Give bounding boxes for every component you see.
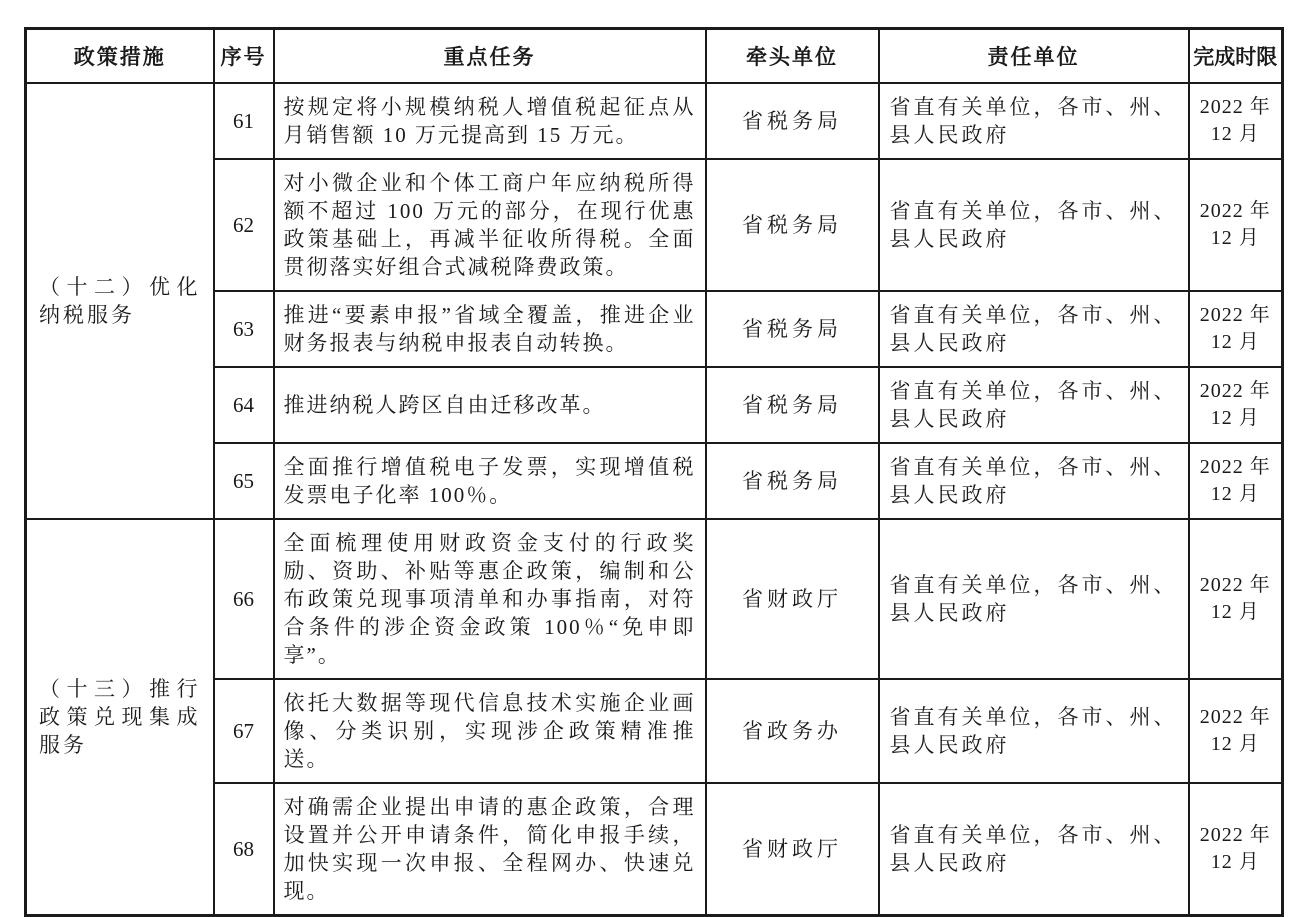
table-row <box>26 83 1283 159</box>
table-row <box>26 291 1283 367</box>
key-task-cell: 依托大数据等现代信息技术实施企业画像、分类识别，实现涉企政策精准推送。 <box>274 679 706 783</box>
deadline-line: 12 月 <box>1210 407 1260 429</box>
deadline-cell <box>1189 367 1283 443</box>
lead-unit-cell: 省税务局 <box>706 443 879 519</box>
key-task-cell: 推进“要素申报”省域全覆盖，推进企业财务报表与纳税申报表自动转换。 <box>274 291 706 367</box>
deadline-line: 12 月 <box>1210 331 1260 353</box>
key-task-cell: 全面梳理使用财政资金支付的行政奖励、资助、补贴等惠企政策，编制和公布政策兑现事项清单和办事指南，对符合条件的涉企资金政策 100％“免申即享”。 <box>274 519 706 679</box>
policy-measure-cell: （十三）推行政策兑现集成服务 <box>26 519 214 916</box>
deadline-line: 12 月 <box>1210 851 1260 873</box>
header-cell-policy-measure: 政策措施 <box>26 29 214 84</box>
deadline-line: 12 月 <box>1210 733 1260 755</box>
deadline-cell <box>1189 443 1283 519</box>
header-cell-key-task: 重点任务 <box>274 29 706 84</box>
table-row <box>26 783 1283 916</box>
lead-unit-cell: 省税务局 <box>706 291 879 367</box>
deadline-line: 2022 年 <box>1199 824 1271 846</box>
responsible-unit-cell: 省直有关单位，各市、州、县人民政府 <box>879 783 1189 916</box>
header-cell-responsible-unit: 责任单位 <box>879 29 1189 84</box>
deadline-line: 12 月 <box>1210 601 1260 623</box>
lead-unit-cell: 省财政厅 <box>706 783 879 916</box>
deadline-cell <box>1189 83 1283 159</box>
policy-task-table <box>24 27 1284 917</box>
responsible-unit-cell: 省直有关单位，各市、州、县人民政府 <box>879 679 1189 783</box>
responsible-unit-cell: 省直有关单位，各市、州、县人民政府 <box>879 159 1189 291</box>
deadline-line: 12 月 <box>1210 483 1260 505</box>
lead-unit-cell: 省税务局 <box>706 367 879 443</box>
seq-no-cell: 68 <box>214 783 274 916</box>
header-cell-deadline: 完成时限 <box>1189 29 1283 84</box>
seq-no-cell: 66 <box>214 519 274 679</box>
header-cell-lead-unit: 牵头单位 <box>706 29 879 84</box>
seq-no-cell: 64 <box>214 367 274 443</box>
deadline-line: 2022 年 <box>1199 456 1271 478</box>
key-task-cell: 按规定将小规模纳税人增值税起征点从月销售额 10 万元提高到 15 万元。 <box>274 83 706 159</box>
lead-unit-cell: 省税务局 <box>706 159 879 291</box>
responsible-unit-cell: 省直有关单位，各市、州、县人民政府 <box>879 519 1189 679</box>
responsible-unit-cell: 省直有关单位，各市、州、县人民政府 <box>879 367 1189 443</box>
deadline-cell <box>1189 159 1283 291</box>
deadline-line: 2022 年 <box>1199 380 1271 402</box>
responsible-unit-cell: 省直有关单位，各市、州、县人民政府 <box>879 83 1189 159</box>
seq-no-cell: 63 <box>214 291 274 367</box>
lead-unit-cell: 省税务局 <box>706 83 879 159</box>
lead-unit-cell: 省政务办 <box>706 679 879 783</box>
deadline-line: 2022 年 <box>1199 200 1271 222</box>
table-row <box>26 519 1283 679</box>
policy-measure-cell: （十二）优化纳税服务 <box>26 83 214 519</box>
deadline-line: 12 月 <box>1210 227 1260 249</box>
seq-no-cell: 65 <box>214 443 274 519</box>
deadline-line: 2022 年 <box>1199 96 1271 118</box>
table-row <box>26 443 1283 519</box>
deadline-cell <box>1189 519 1283 679</box>
seq-no-cell: 67 <box>214 679 274 783</box>
deadline-line: 2022 年 <box>1199 574 1271 596</box>
deadline-line: 12 月 <box>1210 123 1260 145</box>
deadline-cell <box>1189 679 1283 783</box>
table-row <box>26 159 1283 291</box>
seq-no-cell: 62 <box>214 159 274 291</box>
deadline-line: 2022 年 <box>1199 706 1271 728</box>
key-task-cell: 推进纳税人跨区自由迁移改革。 <box>274 367 706 443</box>
header-row <box>26 29 1283 84</box>
deadline-cell <box>1189 783 1283 916</box>
key-task-cell: 对确需企业提出申请的惠企政策，合理设置并公开申请条件，简化申报手续，加快实现一次申报、全程网办、快速兑现。 <box>274 783 706 916</box>
table-row <box>26 367 1283 443</box>
deadline-cell <box>1189 291 1283 367</box>
lead-unit-cell: 省财政厅 <box>706 519 879 679</box>
key-task-cell: 全面推行增值税电子发票，实现增值税发票电子化率 100％。 <box>274 443 706 519</box>
key-task-cell: 对小微企业和个体工商户年应纳税所得额不超过 100 万元的部分，在现行优惠政策基础上，再减半征收所得税。全面贯彻落实好组合式减税降费政策。 <box>274 159 706 291</box>
seq-no-cell: 61 <box>214 83 274 159</box>
header-cell-seq-no: 序号 <box>214 29 274 84</box>
deadline-line: 2022 年 <box>1199 304 1271 326</box>
table-body <box>26 83 1283 916</box>
responsible-unit-cell: 省直有关单位，各市、州、县人民政府 <box>879 443 1189 519</box>
table-row <box>26 679 1283 783</box>
responsible-unit-cell: 省直有关单位，各市、州、县人民政府 <box>879 291 1189 367</box>
